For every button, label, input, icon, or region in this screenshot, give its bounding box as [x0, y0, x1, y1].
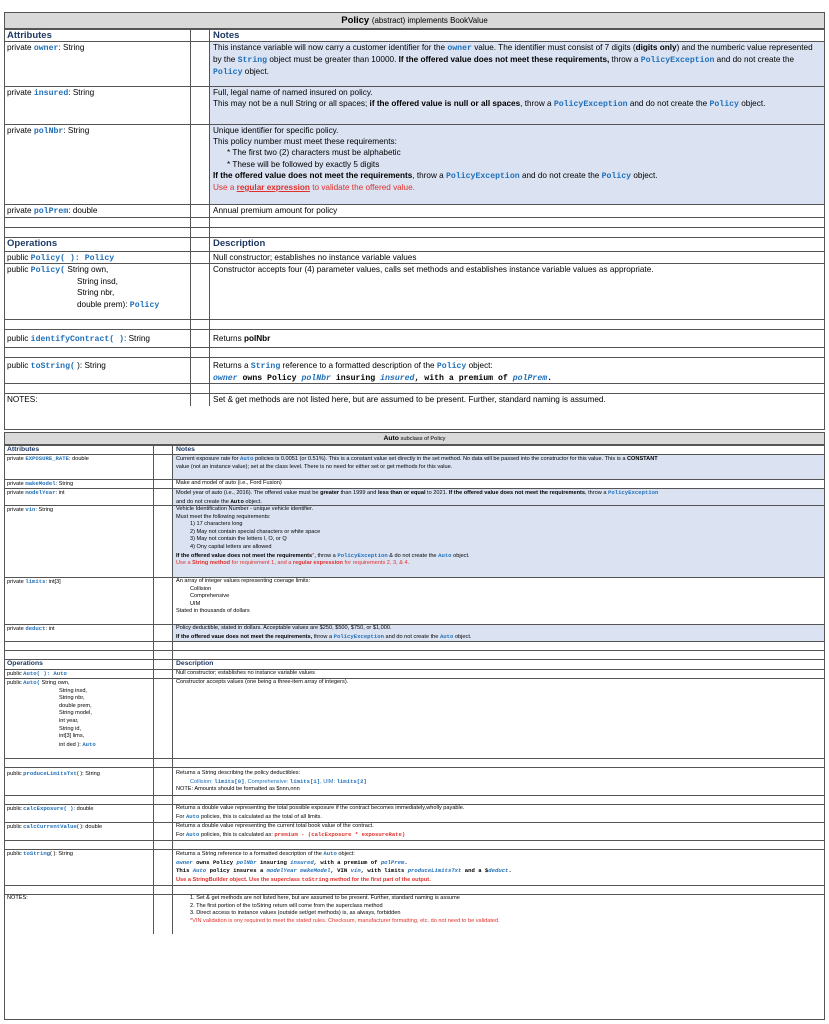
polnbr-note: Unique identifier for specific policy. This policy number must meet these requirements: * The first two (2) characters must be alphabetic * These will be followed by exactly 5 digits If the offered value does not meet the requirements, throw a PolicyException and do not create the Policy object. Use a regular expression to validate the offered value.: [210, 125, 824, 204]
auto-notes-label: NOTES:: [7, 895, 28, 901]
calccurrent-row: [5, 822, 824, 840]
policy-null-ctor: public Policy( ): Policy: [7, 253, 115, 263]
spacer-row: [5, 227, 824, 237]
polnbr-attr: private polNbr: String: [7, 126, 90, 136]
policy-tostring-desc: Returns a String reference to a formatted description of the Policy object: owner owns Policy polNbr insuring insured, with a premium of polPrem.: [213, 361, 553, 383]
identify-row: [5, 329, 824, 347]
owner-row: [5, 41, 824, 86]
auto-attr-header-row: [5, 445, 824, 454]
owner-note: This instance variable will now carry a customer identifier for the owner value. The identifier must consist of 7 digits (digits only) and the numberic value represented by the String object must be greater than 10000. If the offered value does not meet these requirements, throw a PolicyException and do not create the Policy object.: [210, 42, 824, 86]
polprem-attr: private polPrem: double: [7, 206, 98, 216]
spacer-row: [5, 383, 824, 393]
identify-desc: Returns polNbr: [213, 334, 271, 343]
attributes-header: Attributes: [7, 446, 40, 453]
spacer-row: [5, 885, 824, 894]
policy-notes-row: [5, 393, 824, 406]
auto-ctor-desc: Constructor accepts values (one being a three-item array of integers).: [176, 679, 349, 685]
calccurrent-op: public calcCurrentValue( ): double: [7, 823, 103, 830]
limitstxt-desc: Returns a String describing the policy deductibles: Collision: limits[0], Comprehensive: limits[1], UIM: limits[2] NOTE: Amounts should be formatted as $nnn,nnn: [176, 770, 367, 793]
policy-ctor-row: [5, 263, 824, 319]
description-header: Description: [213, 238, 266, 249]
insured-row: [5, 86, 824, 124]
deduct-row: [5, 624, 824, 641]
vin-note: Vehicle Identification Number - unique vehicle identifier. Must meet the following requirements: 1) 17 characters long 2) May not contain special characters or white space 3) May not contain the letters I, O, or Q 4) Ony capital letters are allowed If the offered value does not meet the requirements*, throw a PolicyException & do not create the Auto object. Use a String method for requirement 1, and a regular expression for requirements 2, 3, & 4.: [173, 506, 824, 577]
limits-note: An array of integer values representing coerage limits: Collision Comprehensive UIM Stated in thousands of dollars: [176, 578, 311, 615]
deduct-note: Policy deductible, stated in dollars. Acceptable values are $250, $500, $750, or $1,000. If the offered vaue does not meet the requirements, throw a PolicyException and do not create the Auto object.: [173, 625, 824, 641]
spacer-row: [5, 319, 824, 329]
calccurrent-desc: Returns a double value representing the current total book value of the contract. For Auto policies, this is calculated as: premium - (calcExposure * exposureRate): [176, 823, 406, 838]
polprem-note: Annual premium amount for policy: [213, 206, 338, 215]
auto-ctor: public Auto( String own, String insd, String nbr, double prem, String model, int year, String id, int[3] lims, int ded ): Auto: [7, 679, 96, 748]
policy-ctor: public Policy( String own, String insd, String nbr, double prem): Policy: [7, 265, 160, 310]
calcexposure-desc: Returns a double value representing the total possible exposure if the contract becomes immediately,wholly payable. For Auto policies, this is calculated as the total of all limits.: [176, 805, 465, 820]
spacer-row: [5, 840, 824, 849]
operations-header: Operations: [7, 660, 43, 667]
policy-ctor-desc: Constructor accepts four (4) parameter values, calls set methods and establishes instance variable values as appropriate.: [213, 265, 654, 274]
policy-title: Policy (abstract) implements BookValue: [5, 13, 824, 29]
policy-notes-text: Set & get methods are not listed here, but are assumed to be present. Further, standard naming is assumed.: [213, 395, 606, 404]
spacer-row: [5, 650, 824, 659]
notes-header: Notes: [176, 446, 195, 453]
spacer-row: [5, 758, 824, 767]
auto-null-ctor-desc: Null constructor; establishes no instance variable values: [176, 670, 315, 676]
auto-notes-row: [5, 894, 824, 934]
makemodel-attr: private makeModel: String: [7, 480, 74, 487]
identify-op: public identifyContract( ): String: [7, 334, 150, 344]
modelyear-note: Model year of auto (i.e., 2016). The offered value must be greater than 1999 and less than or equal to 2021. If the offered value does not meet the requirements, throw a PolicyException and do not create the Auto object.: [173, 489, 824, 505]
makemodel-row: [5, 479, 824, 488]
modelyear-row: [5, 488, 824, 505]
polnbr-row: [5, 124, 824, 204]
policy-tostring-op: public toString( ): String: [7, 361, 106, 371]
spacer-row: [5, 347, 824, 357]
auto-title: Auto subclass of Policy: [5, 433, 824, 445]
deduct-attr: private deduct: int: [7, 625, 55, 632]
auto-null-ctor-row: [5, 669, 824, 678]
policy-null-ctor-desc: Null constructor; establishes no instance variable values: [213, 253, 417, 262]
auto-notes-text: 1. Set & get methods are not listed here, but are assumed to be present. Further, standard naming is assume 2. The first portion of the toString return will come from the superclass method 3. Direct access to instance values (outside set/get methods) is, as always, forbidden *VIN validation is ony required to meet the stated rules. Checksum, manufacturer formatting, etc. do not need to be validated.: [190, 895, 500, 924]
policy-tostring-row: [5, 357, 824, 383]
auto-tostring-row: [5, 849, 824, 885]
attributes-header: Attributes: [7, 30, 52, 41]
makemodel-note: Make and model of auto (i.e., Ford Fusion): [176, 480, 282, 486]
exposure-attr: private EXPOSURE_RATE: double: [7, 455, 89, 462]
limitstxt-op: public produceLimitsTxt( ): String: [7, 770, 100, 777]
auto-ops-header-row: [5, 659, 824, 669]
polprem-row: [5, 204, 824, 217]
modelyear-attr: private modelYear: int: [7, 489, 65, 496]
owner-attr: private owner: String: [7, 43, 85, 53]
calcexposure-op: public calcExposure( ): double: [7, 805, 94, 812]
insured-note: Full, legal name of named insured on policy. This may not be a null String or all spaces; if the offered value is null or all spaces, throw a PolicyException and do not create the Policy object.: [210, 87, 824, 124]
exposure-note: Current exposure rate for Auto policies is 0.0051 (or 0.51%). This is a constant value set directly in the set method. No data will be passed into the constructor for this value. This is a CONSTANT value (not an instance value); set at the class level. There is no need for either set or get methods for this value.: [173, 455, 824, 479]
vin-row: [5, 505, 824, 577]
operations-header: Operations: [7, 238, 58, 249]
auto-null-ctor: public Auto( ): Auto: [7, 670, 67, 677]
auto-tostring-desc: Returns a String reference to a formatted description of the Auto object: owner owns Policy polNbr insuring insured, with a premium of polPrem. This Auto policy insures a modelYear makeModel, VIN vin, with limits produceLimitsTxt and a $deduct. Use a StringBuilder object. Use the superclass toString method for the first part of the output.: [176, 850, 512, 883]
spacer-row: [5, 641, 824, 650]
limits-attr: private limits: int[3]: [7, 578, 61, 585]
policy-ops-header-row: [5, 237, 824, 251]
calcexposure-row: [5, 804, 824, 822]
description-header: Description: [176, 660, 214, 667]
exposure-row: [5, 454, 824, 479]
spacer-row: [5, 795, 824, 804]
policy-notes-label: NOTES:: [7, 395, 38, 404]
vin-attr: private vin: String: [7, 506, 54, 513]
spacer-row: [5, 217, 824, 227]
policy-null-ctor-row: [5, 251, 824, 263]
notes-header: Notes: [213, 30, 240, 41]
policy-attr-header-row: [5, 29, 824, 41]
policy-spec-table: [4, 12, 825, 430]
auto-ctor-row: [5, 678, 824, 758]
auto-spec-table: [4, 432, 825, 1020]
auto-tostring-op: public toString( ): String: [7, 850, 74, 857]
limitstxt-row: [5, 767, 824, 795]
insured-attr: private insured: String: [7, 88, 95, 98]
limits-row: [5, 577, 824, 624]
